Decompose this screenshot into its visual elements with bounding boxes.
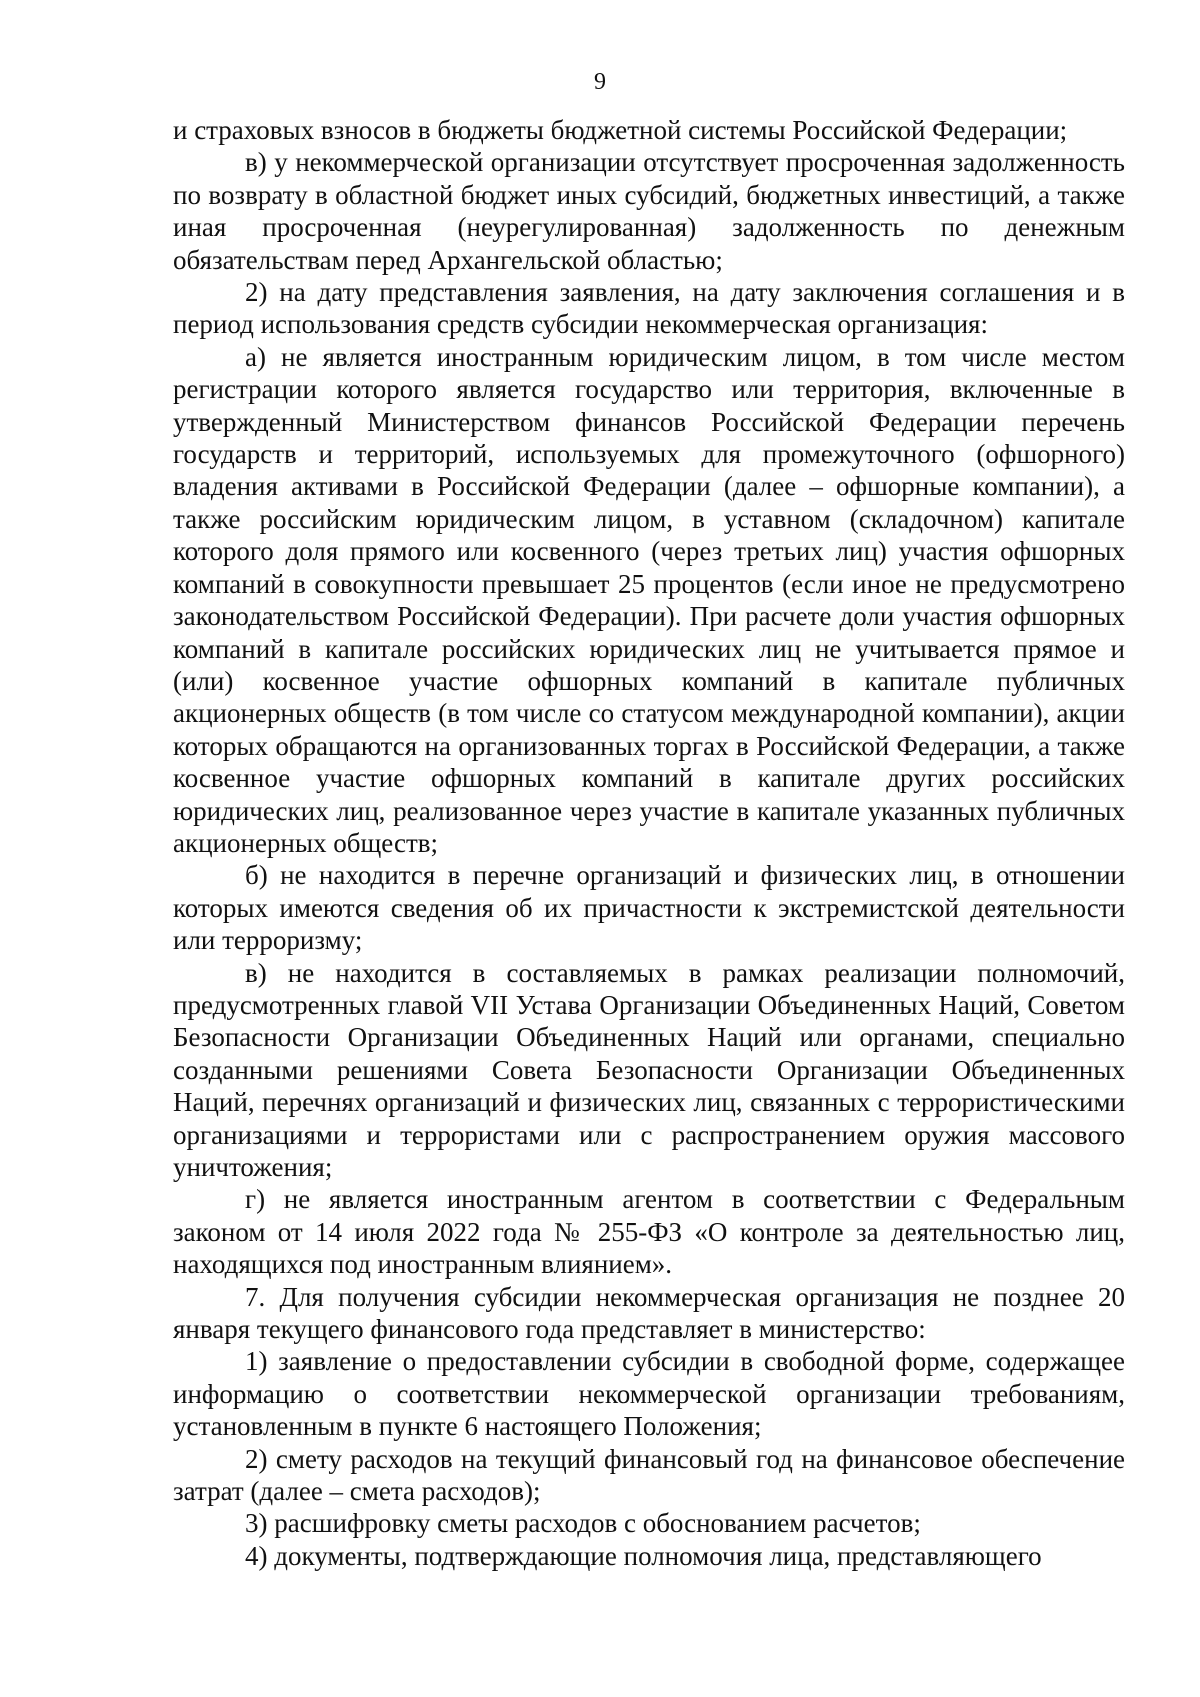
paragraph: б) не находится в перечне организаций и физических лиц, в отношении которых имеются сведения об их причастности к экстремистской деятельности или терроризму; — [173, 860, 1125, 956]
paragraph: в) не находится в составляемых в рамках реализации полномочий, предусмотренных главой VII Устава Организации Объединенных Наций, Советом Безопасности Организации Объединенных Наций или органами, специально созданными решениями Совета Безопасности Организации Объединенных Наций, перечнях организаций и физических лиц, связанных с террористическими организациями и террористами или с распространением оружия массового уничтожения; — [173, 957, 1125, 1182]
paragraph: 4) документы, подтверждающие полномочия лица, представляющего — [245, 1540, 1042, 1571]
paragraph: в) у некоммерческой организации отсутствует просроченная задолженность по возврату в областной бюджет иных субсидий, бюджетных инвестиций, а также иная просроченная (неурегулированная) задолженность по денежным обязательствам перед Архангельской областью; — [173, 147, 1125, 275]
paragraph: 7. Для получения субсидии некоммерческая организация не позднее 20 января текущего финансового года представляет в министерство: — [173, 1281, 1125, 1345]
paragraph: г) не является иностранным агентом в соответствии с Федеральным законом от 14 июля 2022 года № 255-ФЗ «О контроле за деятельностью лиц, находящихся под иностранным влиянием». — [173, 1184, 1125, 1280]
paragraph: и страховых взносов в бюджеты бюджетной системы Российской Федерации; — [173, 115, 1068, 145]
paragraph: а) не является иностранным юридическим лицом, в том числе местом регистрации которого является государство или территория, включенные в утвержденный Министерством финансов Российской Федерации перечень государств и территорий, используемых для промежуточного (офшорного) владения активами в Российской Федерации (далее – офшорные компании), а также российским юридическим лицом, в уставном (складочном) капитале которого доля прямого или косвенного (через третьих лиц) участия офшорных компаний в совокупности превышает 25 процентов (если иное не предусмотрено законодательством Российской Федерации). При расчете доли участия офшорных компаний в капитале российских юридических лиц не учитывается прямое и (или) косвенное участие офшорных компаний в капитале публичных акционерных обществ (в том числе со статусом международной компании), акции которых обращаются на организованных торгах в Российской Федерации, а также косвенное участие офшорных компаний в капитале других российских юридических лиц, реализованное через участие в капитале указанных публичных акционерных обществ; — [173, 341, 1125, 858]
paragraph: 1) заявление о предоставлении субсидии в свободной форме, содержащее информацию о соответствии некоммерческой организации требованиям, установленным в пункте 6 настоящего Положения; — [173, 1346, 1125, 1442]
page-number: 9 — [594, 69, 606, 95]
paragraph: 3) расшифровку сметы расходов с обоснованием расчетов; — [245, 1508, 921, 1539]
document-body — [173, 114, 1125, 1572]
paragraph: 2) на дату представления заявления, на дату заключения соглашения и в период использования средств субсидии некоммерческая организация: — [173, 277, 1125, 340]
paragraph: 2) смету расходов на текущий финансовый год на финансовое обеспечение затрат (далее – смета расходов); — [173, 1443, 1125, 1507]
